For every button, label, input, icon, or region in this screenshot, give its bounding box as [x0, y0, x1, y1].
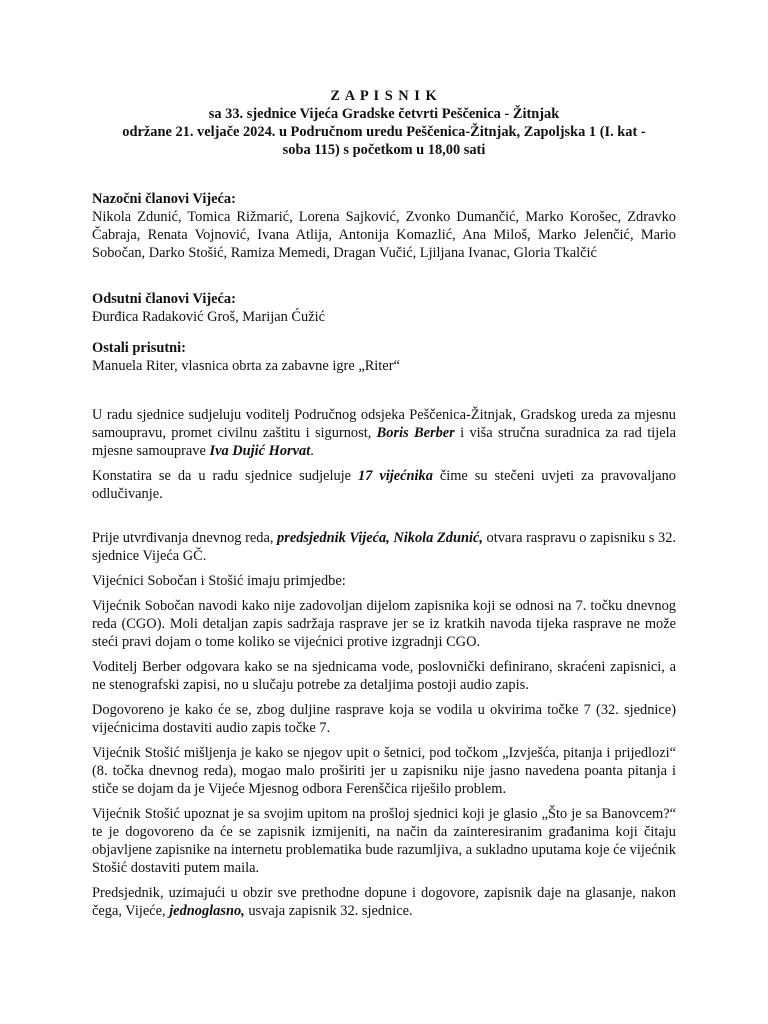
minutes-body: [92, 529, 676, 920]
intro-paragraph-quorum: [92, 467, 676, 503]
text-run: Konstatira se da u radu sjednice sudjeluje: [92, 468, 359, 484]
intro-section: [92, 406, 676, 503]
absent-members-list: Đurđica Radaković Groš, Marijan Ćužić: [92, 309, 325, 325]
document-title: Z A P I S N I K: [330, 88, 438, 104]
present-members-section: [92, 190, 676, 262]
session-details-line1: održane 21. veljače 2024. u Područnom uredu Peščenica-Žitnjak, Zapoljska 1 (I. kat -: [122, 124, 646, 140]
session-title: sa 33. sjednice Vijeća Gradske četvrti Peščenica - Žitnjak: [208, 106, 560, 122]
intro-paragraph-participants: [92, 406, 676, 460]
absent-members-section: [92, 290, 676, 326]
other-attendees-heading: Ostali prisutni:: [92, 340, 186, 356]
text-run: 17 vijećnika: [358, 468, 433, 484]
body-paragraph-4: Voditelj Berber odgovara kako se na sjednicama vode, poslovnički definirano, skraćeni zapisnici, a ne stenografski zapisi, no u slučaju potrebe za detaljima postoji audio zapis.: [92, 659, 676, 693]
other-attendees-section: [92, 339, 676, 375]
text-run: .: [310, 443, 314, 459]
body-paragraph-5: Dogovoreno je kako će se, zbog duljine rasprave koja se vodila u okvirima točke 7 (32. sjednice) vijećnicima dostaviti audio zapis točke 7.: [92, 702, 676, 736]
document-header: [92, 87, 676, 159]
text-run: predsjednik Vijeća, Nikola Zdunić,: [277, 530, 483, 546]
body-paragraph-7: Vijećnik Stošić upoznat je sa svojim upitom na prošloj sjednici koji je glasio „Što je sa Banovcem?“ te je dogovoreno da će se zapisnik izmijeniti, na način da zainteresiranim građanima koji čitaju objavljene zapisnike na internetu problematika bude razumljiva, a sukladno uputama koje će vijećnik Stošić dostaviti putem maila.: [92, 806, 676, 876]
body-paragraph-6: Vijećnik Stošić mišljenja je kako se njegov upit o šetnici, pod točkom „Izvješća, pitanja i prijedlozi“ (8. točka dnevnog reda), mogao malo proširiti jer u zapisniku nije jasno navedena poanta pitanja i stiče se dojam da je Vijeće Mjesnog odbora Ferenščica riješilo problem.: [92, 745, 676, 797]
text-run: otvara raspravu o zapisniku s 32. sjednice Vijeća GČ.: [92, 530, 676, 564]
text-run: Prije utvrđivanja dnevnog reda,: [92, 530, 278, 546]
body-paragraph-1: [92, 529, 676, 565]
other-attendees-list: Manuela Riter, vlasnica obrta za zabavne igre „Riter“: [92, 358, 400, 374]
text-run: usvaja zapisnik 32. sjednice.: [244, 903, 413, 919]
present-members-list: Nikola Zdunić, Tomica Rižmarić, Lorena Sajković, Zvonko Dumančić, Marko Korošec, Zdravko Čabraja, Renata Vojnović, Ivana Atlija, Antonija Komazlić, Ana Miloš, Marko Jelenčić, Mario Sobočan, Darko Stošić, Ramiza Memedi, Dragan Vučić, Ljiljana Ivanac, Gloria Tkalčić: [92, 209, 676, 261]
present-members-heading: Nazočni članovi Vijeća:: [92, 191, 236, 207]
body-paragraph-8: [92, 884, 676, 920]
body-paragraph-2: Vijećnici Sobočan i Stošić imaju primjedbe:: [92, 573, 346, 589]
text-run: i viša stručna suradnica za rad tijela mjesne samouprave: [92, 425, 676, 459]
session-details-line2: soba 115) s početkom u 18,00 sati: [282, 142, 486, 158]
absent-members-heading: Odsutni članovi Vijeća:: [92, 291, 236, 307]
text-run: Predsjednik, uzimajući u obzir sve prethodne dopune i dogovore, zapisnik daje na glasanje, nakon čega, Vijeće,: [92, 885, 676, 919]
text-run: jednoglasno,: [169, 903, 245, 919]
body-paragraph-3: Vijećnik Sobočan navodi kako nije zadovoljan dijelom zapisnika koji se odnosi na 7. točku dnevnog reda (CGO). Moli detaljan zapis sadržaja rasprave jer se iz kratkih navoda tijeka rasprave ne može steći pravi dojam o tome koliko se vijećnici protive izgradnji CGO.: [92, 598, 676, 650]
text-run: Iva Dujić Horvat: [209, 443, 311, 459]
text-run: U radu sjednice sudjeluju voditelj Područnog odsjeka Peščenica-Žitnjak, Gradskog ureda za mjesnu samoupravu, promet civilnu zaštitu i sigurnost,: [92, 407, 676, 441]
text-run: Boris Berber: [376, 425, 455, 441]
text-run: čime su stečeni uvjeti za pravovaljano odlučivanje.: [92, 468, 676, 502]
